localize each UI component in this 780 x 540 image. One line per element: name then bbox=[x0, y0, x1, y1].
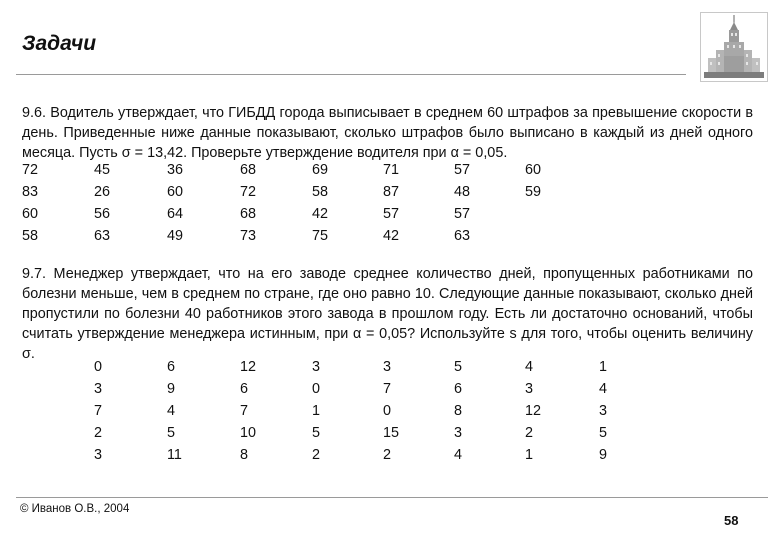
table-cell: 3 bbox=[312, 359, 321, 375]
problem-9-6-text: 9.6. Водитель утверждает, что ГИБДД города выписывает в среднем 60 штрафов за превышение скорости в день. Приведенные ниже данные показывают, сколько штрафов было выписано в каждый из дней одного месяца. Пусть σ = 13,42. Проверьте утверждение водителя при α = 0,05. bbox=[22, 105, 753, 161]
table-cell: 7 bbox=[94, 403, 103, 419]
table-cell: 68 bbox=[240, 206, 257, 222]
table-cell: 45 bbox=[94, 162, 111, 178]
copyright-notice: © Иванов О.В., 2004 bbox=[20, 503, 130, 515]
table-row bbox=[22, 204, 622, 226]
table-cell: 49 bbox=[167, 228, 184, 244]
table-cell: 1 bbox=[599, 359, 608, 375]
table-cell: 71 bbox=[383, 162, 400, 178]
table-cell: 63 bbox=[94, 228, 111, 244]
table-cell: 58 bbox=[312, 184, 329, 200]
table-cell: 58 bbox=[22, 228, 39, 244]
table-cell: 10 bbox=[240, 425, 257, 441]
table-cell: 6 bbox=[240, 381, 249, 397]
table-cell: 6 bbox=[454, 381, 463, 397]
table-cell: 2 bbox=[312, 447, 321, 463]
table-cell: 6 bbox=[167, 359, 176, 375]
table-cell: 11 bbox=[167, 447, 182, 463]
table-cell: 5 bbox=[167, 425, 176, 441]
table-cell: 83 bbox=[22, 184, 39, 200]
table-cell: 57 bbox=[383, 206, 400, 222]
table-cell: 68 bbox=[240, 162, 257, 178]
table-cell: 64 bbox=[167, 206, 184, 222]
table-cell: 0 bbox=[94, 359, 103, 375]
title-divider bbox=[16, 74, 686, 75]
table-row bbox=[22, 160, 622, 182]
table-cell: 60 bbox=[22, 206, 39, 222]
table-cell: 3 bbox=[454, 425, 463, 441]
table-cell: 3 bbox=[94, 381, 103, 397]
table-cell: 3 bbox=[599, 403, 608, 419]
footer-divider bbox=[16, 497, 768, 498]
table-cell: 5 bbox=[599, 425, 608, 441]
table-cell: 69 bbox=[312, 162, 329, 178]
table-cell: 4 bbox=[454, 447, 463, 463]
table-cell: 60 bbox=[525, 162, 542, 178]
table-cell: 57 bbox=[454, 162, 471, 178]
problem-9-7-data-table bbox=[22, 357, 642, 467]
slide-title: Задачи bbox=[22, 32, 97, 55]
table-cell: 1 bbox=[312, 403, 321, 419]
table-cell: 9 bbox=[599, 447, 608, 463]
table-cell: 8 bbox=[454, 403, 463, 419]
table-cell: 1 bbox=[525, 447, 534, 463]
table-cell: 42 bbox=[383, 228, 400, 244]
table-cell: 4 bbox=[599, 381, 608, 397]
table-cell: 2 bbox=[94, 425, 103, 441]
table-cell: 12 bbox=[525, 403, 542, 419]
table-row bbox=[22, 401, 642, 423]
table-cell: 3 bbox=[383, 359, 392, 375]
problem-9-6-data-table bbox=[22, 160, 622, 248]
table-cell: 0 bbox=[312, 381, 321, 397]
table-cell: 3 bbox=[94, 447, 103, 463]
table-cell: 8 bbox=[240, 447, 249, 463]
table-cell: 72 bbox=[240, 184, 257, 200]
table-row bbox=[22, 379, 642, 401]
table-row bbox=[22, 445, 642, 467]
university-building-logo bbox=[700, 12, 768, 82]
table-cell: 12 bbox=[240, 359, 257, 375]
table-cell: 73 bbox=[240, 228, 257, 244]
table-row bbox=[22, 357, 642, 379]
table-cell: 9 bbox=[167, 381, 176, 397]
table-cell: 5 bbox=[454, 359, 463, 375]
table-cell: 4 bbox=[167, 403, 176, 419]
table-cell: 36 bbox=[167, 162, 184, 178]
table-cell: 72 bbox=[22, 162, 39, 178]
table-cell: 2 bbox=[383, 447, 392, 463]
table-cell: 4 bbox=[525, 359, 534, 375]
page-number: 58 bbox=[724, 513, 739, 528]
table-cell: 5 bbox=[312, 425, 321, 441]
table-cell: 63 bbox=[454, 228, 471, 244]
table-cell: 42 bbox=[312, 206, 329, 222]
table-cell: 56 bbox=[94, 206, 111, 222]
table-row bbox=[22, 182, 622, 204]
problem-9-7-text: 9.7. Менеджер утверждает, что на его заводе среднее количество дней, пропущенных работниками по болезни меньше, чем в среднем по стране, где оно равно 10. Следующие данные показывают, сколько дней пропустили по болезни 40 работников этого завода в прошлом году. Есть ли достаточно оснований, чтобы считать утверждение менеджера истинным, при α = 0,05? Используйте s для того, чтобы оценить величину σ. bbox=[22, 266, 753, 362]
table-cell: 3 bbox=[525, 381, 534, 397]
table-cell: 87 bbox=[383, 184, 400, 200]
table-cell: 0 bbox=[383, 403, 392, 419]
table-cell: 2 bbox=[525, 425, 534, 441]
table-cell: 57 bbox=[454, 206, 471, 222]
table-cell: 60 bbox=[167, 184, 184, 200]
table-cell: 7 bbox=[240, 403, 249, 419]
table-cell: 15 bbox=[383, 425, 400, 441]
table-cell: 7 bbox=[383, 381, 392, 397]
table-cell: 26 bbox=[94, 184, 111, 200]
table-row bbox=[22, 423, 642, 445]
table-cell: 48 bbox=[454, 184, 471, 200]
table-cell: 59 bbox=[525, 184, 542, 200]
table-row bbox=[22, 226, 622, 248]
table-cell: 75 bbox=[312, 228, 329, 244]
